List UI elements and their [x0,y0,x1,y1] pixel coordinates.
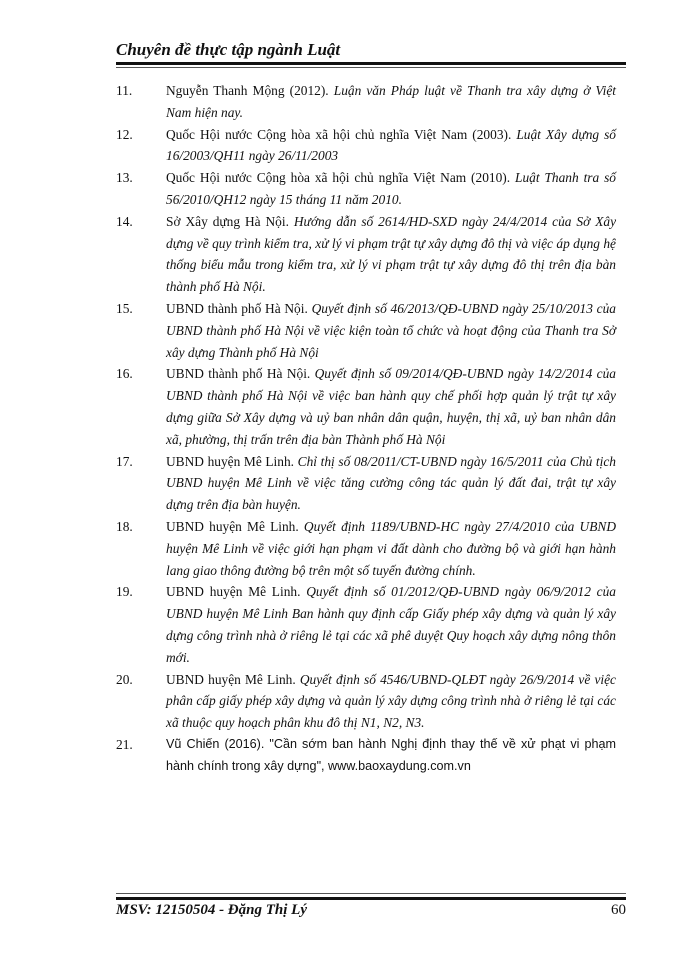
header-title: Chuyên đề thực tập ngành Luật [116,40,341,59]
reference-title: Quyết định số 46/2013/QĐ-UBND ngày 25/10/2013 của UBND thành phố Hà Nội về việc kiện toàn tổ chức và hoạt động của Thanh tra Sở xây dựng Thành phố Hà Nội [166,300,616,360]
reference-author: UBND huyện Mê Linh. [166,453,298,469]
footer-rule-thick [116,897,626,900]
reference-number: 21. [116,736,133,752]
reference-number: 17. [116,453,133,469]
reference-author: UBND huyện Mê Linh. [166,584,307,600]
reference-author: UBND thành phố Hà Nội. [166,366,315,382]
header-rule-thick [116,62,626,65]
reference-number: 15. [116,300,133,316]
reference-number: 14. [116,213,133,229]
reference-title: Quyết định số 4546/UBND-QLĐT ngày 26/9/2014 về việc phân cấp giấy phép xây dựng và quản lý xây dựng công trình nhà ở riêng lẻ tại các xã thuộc quy hoạch phân khu đô thị N1, N2, N3. [166,671,616,731]
reference-number: 16. [116,366,133,382]
reference-item-14 [116,211,616,298]
reference-author: Sở Xây dựng Hà Nội. [166,213,294,229]
header-rule-thin [116,67,626,68]
reference-number: 13. [116,170,133,186]
reference-author: Quốc Hội nước Cộng hòa xã hội chủ nghĩa Việt Nam (2003). [166,126,517,142]
reference-number: 11. [116,83,133,98]
reference-number: 20. [116,671,133,687]
reference-author: Quốc Hội nước Cộng hòa xã hội chủ nghĩa Việt Nam (2010). [166,170,515,186]
reference-title: Luật Xây dựng số 16/2003/QH11 ngày 26/11/2003 [166,126,616,164]
reference-title: Quyết định số 01/2012/QĐ-UBND ngày 06/9/2012 của UBND huyện Mê Linh Ban hành quy định cấp Giấy phép xây dựng và quản lý xây dựng công trình nhà ở riêng lẻ tại các xã phê duyệt Quy hoạch xây dựng nông thôn mới. [166,584,616,665]
reference-item-21 [116,734,616,778]
reference-author: UBND huyện Mê Linh. [166,518,304,534]
footer-student-info: MSV: 12150504 - Đặng Thị Lý [116,902,307,918]
reference-title: Hướng dẫn số 2614/HD-SXD ngày 24/4/2014 của Sở Xây dựng về quy trình kiểm tra, xử lý vi phạm trật tự xây dựng đô thị và việc áp dụng hệ thống biểu mẫu trong kiểm tra, xử lý vi phạm trật tự xây dựng đô thị trên địa bàn thành phố Hà Nội. [166,213,617,295]
reference-item-13 [116,167,616,211]
reference-item-15 [116,298,616,363]
reference-title: Quyết định số 09/2014/QĐ-UBND ngày 14/2/2014 của UBND thành phố Hà Nội về việc ban hành quy chế phối hợp quản lý trật tự xây dựng giữa Sở Xây dựng và uỷ ban nhân dân quận, huyện, thị xã, uỷ ban nhân dân xã, phường, thị trấn trên địa bàn Thành phố Hà Nội [166,366,616,447]
reference-number: 19. [116,584,133,600]
reference-item-17 [116,451,616,516]
reference-author: Nguyễn Thanh Mộng (2012). [166,83,334,98]
footer-rule-thin [116,893,626,894]
page-number: 60 [611,902,626,918]
reference-text: Vũ Chiến (2016). "Cần sớm ban hành Nghị định thay thế về xử phạt vi phạm hành chính trong xây dựng", www.baoxaydung.com.vn [166,736,616,773]
reference-author: UBND thành phố Hà Nội. [166,300,312,316]
reference-item-20 [116,669,616,734]
reference-item-12 [116,124,616,168]
reference-item-16 [116,363,616,450]
reference-number: 12. [116,126,133,142]
reference-list [116,80,616,778]
reference-item-11 [116,80,616,124]
reference-title: Quyết định 1189/UBND-HC ngày 27/4/2010 của UBND huyện Mê Linh về việc giới hạn phạm vi đất dành cho đường bộ và giới hạn hành lang giao thông đường bộ trên một số tuyến đường chính. [166,518,616,578]
reference-title: Chỉ thị số 08/2011/CT-UBND ngày 16/5/2011 của Chủ tịch UBND huyện Mê Linh về việc tăng cường công tác quản lý đất đai, trật tự xây dựng trên địa bàn huyện. [166,453,616,513]
reference-title: Luật Thanh tra số 56/2010/QH12 ngày 15 tháng 11 năm 2010. [166,170,616,207]
reference-title: Luận văn Pháp luật về Thanh tra xây dựng ở Việt Nam hiện nay. [166,83,616,120]
reference-item-18 [116,516,616,581]
reference-item-19 [116,581,616,668]
reference-author: UBND huyện Mê Linh. [166,671,300,687]
reference-number: 18. [116,518,133,534]
